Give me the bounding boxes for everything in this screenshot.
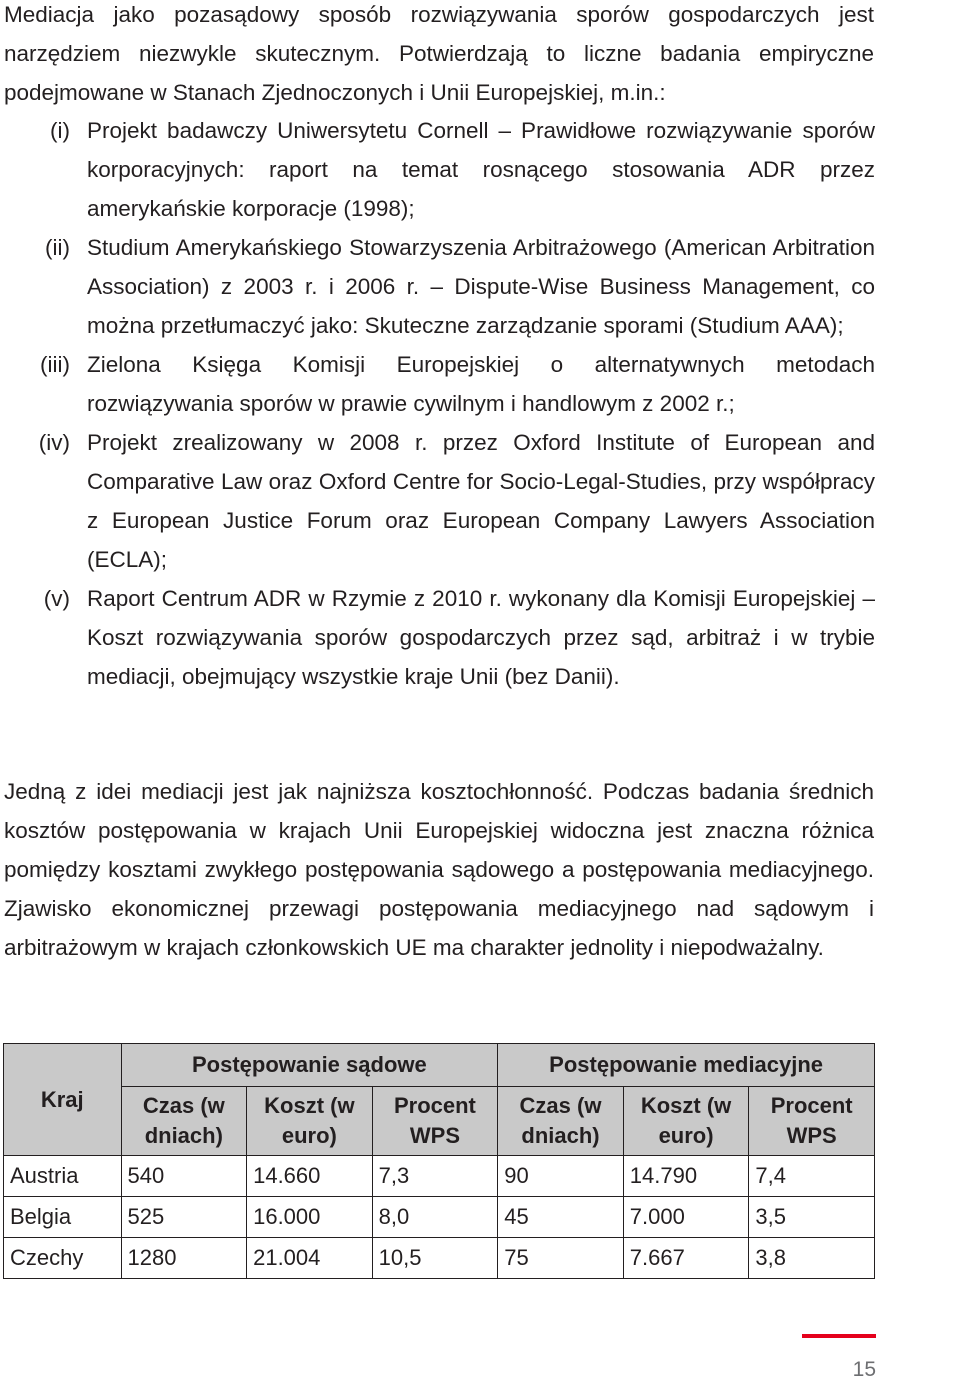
table-cell: 525 <box>121 1197 247 1238</box>
table-cell: 75 <box>498 1238 624 1279</box>
studies-list <box>0 111 875 696</box>
table-cell: 21.004 <box>247 1238 373 1279</box>
list-item-text: Projekt zrealizowany w 2008 r. przez Oxford Institute of European and Comparative Law oraz Oxford Centre for Socio-Legal-Studies, przy współpracy z European Justice Forum oraz European Company Lawyers Association (ECLA); <box>87 430 875 572</box>
table-cell: 7.000 <box>623 1197 749 1238</box>
country-cell: Belgia <box>4 1197 122 1238</box>
list-item <box>0 579 875 696</box>
list-item <box>0 111 875 228</box>
intro-paragraph: Mediacja jako pozasądowy sposób rozwiązywania sporów gospodarczych jest narzędziem niezwykle skutecznym. Potwierdzają to liczne badania empiryczne podejmowane w Stanach Zjednoczonych i Unii Europejskiej, m.in.: <box>4 2 874 105</box>
list-item-marker: (ii) <box>45 235 70 260</box>
table-row <box>4 1156 875 1197</box>
table-cell: 10,5 <box>372 1238 498 1279</box>
table-cell: 8,0 <box>372 1197 498 1238</box>
table-row <box>4 1197 875 1238</box>
list-item-text: Studium Amerykańskiego Stowarzyszenia Arbitrażowego (American Arbitration Association) z 2003 r. i 2006 r. – Dispute-Wise Business Management, co można przetłumaczyć jako: Skuteczne zarządzanie sporami (Studium AAA); <box>87 235 875 338</box>
court-cost-header: Koszt (w euro) <box>247 1087 373 1156</box>
table-cell: 14.660 <box>247 1156 373 1197</box>
list-item-marker: (i) <box>50 118 70 143</box>
mediation-cost-header: Koszt (w euro) <box>623 1087 749 1156</box>
table-header-group-row <box>4 1044 875 1087</box>
country-column-header: Kraj <box>4 1044 122 1156</box>
table-cell: 14.790 <box>623 1156 749 1197</box>
mediation-percent-header: Procent WPS <box>749 1087 875 1156</box>
country-cell: Czechy <box>4 1238 122 1279</box>
table-cell: 7,3 <box>372 1156 498 1197</box>
page-number: 15 <box>852 1358 876 1381</box>
table-header-column-row <box>4 1087 875 1156</box>
country-cell: Austria <box>4 1156 122 1197</box>
mediation-group-header: Postępowanie mediacyjne <box>498 1044 875 1087</box>
court-group-header: Postępowanie sądowe <box>121 1044 498 1087</box>
list-item <box>0 345 875 423</box>
list-item-text: Projekt badawczy Uniwersytetu Cornell – Prawidłowe rozwiązywanie sporów korporacyjnych: raport na temat rosnącego stosowania ADR przez amerykańskie korporacje (1998); <box>87 118 875 221</box>
table-cell: 16.000 <box>247 1197 373 1238</box>
court-time-header: Czas (w dniach) <box>121 1087 247 1156</box>
court-percent-header: Procent WPS <box>372 1087 498 1156</box>
page-number-accent-line <box>802 1334 876 1338</box>
table-cell: 3,5 <box>749 1197 875 1238</box>
table-row <box>4 1238 875 1279</box>
table-cell: 90 <box>498 1156 624 1197</box>
mediation-time-header: Czas (w dniach) <box>498 1087 624 1156</box>
list-item-text: Raport Centrum ADR w Rzymie z 2010 r. wykonany dla Komisji Europejskiej – Koszt rozwiązywania sporów gospodarczych przez sąd, arbitraż i w trybie mediacji, obejmujący wszystkie kraje Unii (bez Danii). <box>87 586 875 689</box>
cost-paragraph: Jedną z idei mediacji jest jak najniższa kosztochłonność. Podczas badania średnich kosztów postępowania w krajach Unii Europejskiej widoczna jest znaczna różnica pomiędzy kosztami zwykłego postępowania sądowego a postępowania mediacyjnego. Zjawisko ekonomicznej przewagi postępowania mediacyjnego nad sądowym i arbitrażowym w krajach członkowskich UE ma charakter jednolity i niepodważalny. <box>4 779 874 960</box>
list-item-marker: (v) <box>43 586 70 611</box>
list-item-marker: (iii) <box>40 352 70 377</box>
list-item <box>0 228 875 345</box>
list-item-marker: (iv) <box>38 430 70 455</box>
table-cell: 3,8 <box>749 1238 875 1279</box>
table-cell: 7.667 <box>623 1238 749 1279</box>
table-cell: 540 <box>121 1156 247 1197</box>
table-cell: 45 <box>498 1197 624 1238</box>
list-item <box>0 423 875 579</box>
cost-comparison-table <box>3 1043 875 1279</box>
list-item-text: Zielona Księga Komisji Europejskiej o alternatywnych metodach rozwiązywania sporów w prawie cywilnym i handlowym z 2002 r.; <box>87 352 875 416</box>
table-cell: 1280 <box>121 1238 247 1279</box>
table-cell: 7,4 <box>749 1156 875 1197</box>
